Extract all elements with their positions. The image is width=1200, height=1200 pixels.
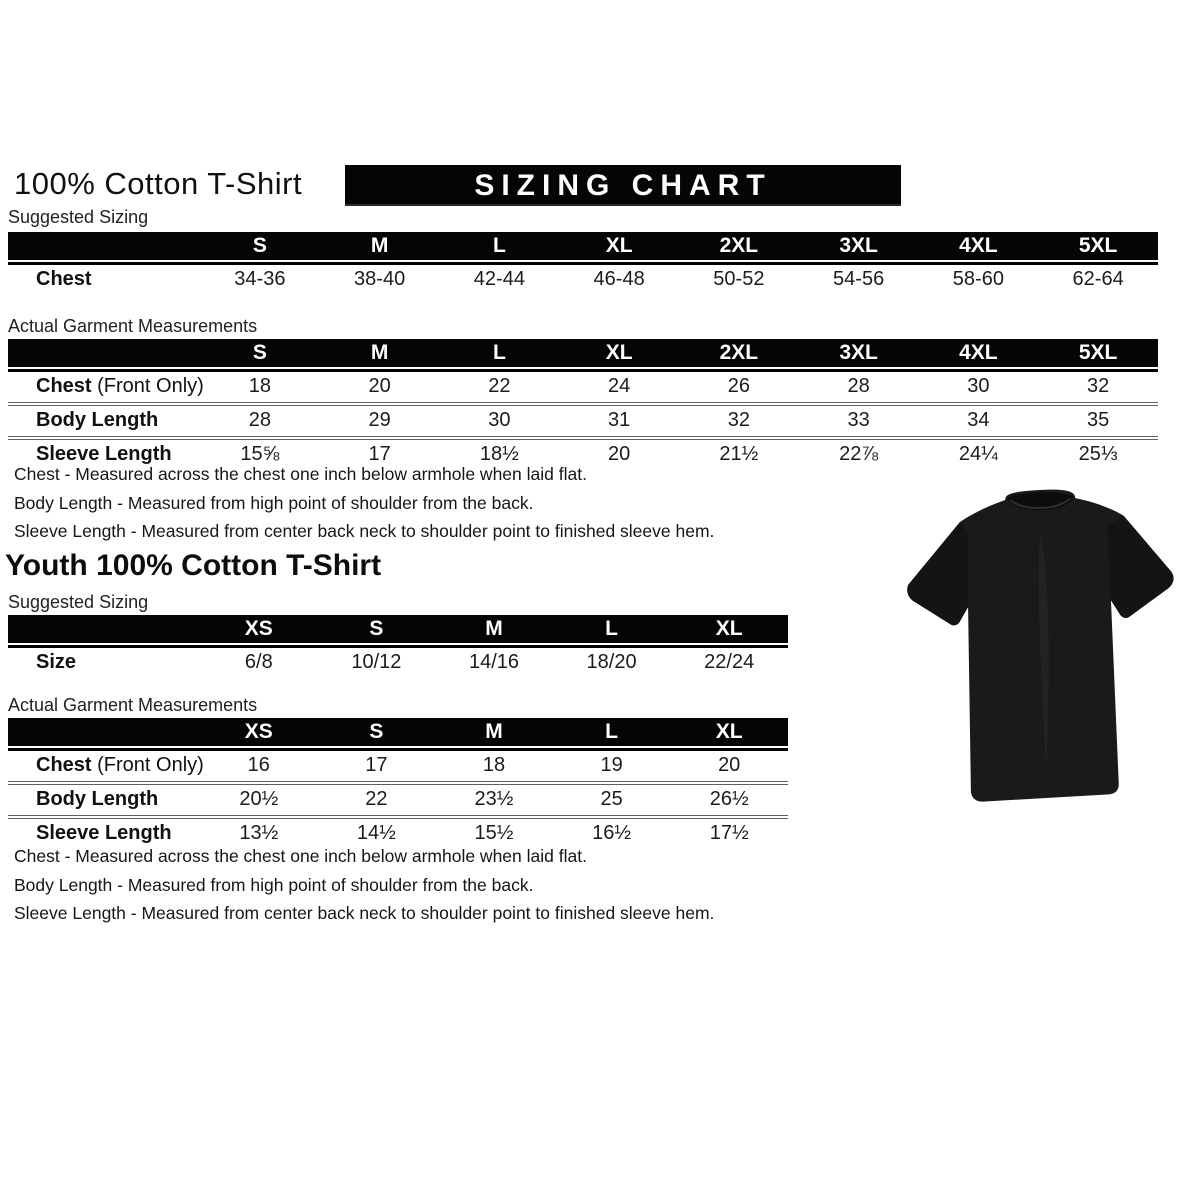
size-column-header: XL (670, 615, 788, 645)
note-line: Body Length - Measured from high point of shoulder from the back. (14, 874, 534, 895)
measurement-cell: 46-48 (559, 262, 679, 295)
row-label: Chest (8, 262, 200, 295)
adult-actual-measurements-table (8, 339, 1158, 470)
measurement-cell: 21½ (679, 436, 799, 470)
row-label: Body Length (8, 781, 200, 815)
size-column-header: M (435, 615, 553, 645)
measurement-cell: 6/8 (200, 645, 318, 678)
measurement-cell: 28 (799, 369, 919, 402)
size-column-header: 5XL (1038, 339, 1158, 369)
size-column-header: 3XL (799, 339, 919, 369)
table-row (8, 645, 788, 678)
measurement-cell: 10/12 (318, 645, 436, 678)
sizing-chart-banner: SIZING CHART (345, 165, 901, 206)
size-column-header: S (200, 339, 320, 369)
size-column-header: XL (559, 339, 679, 369)
adult-measurement-notes (14, 460, 714, 546)
row-label: Body Length (8, 402, 200, 436)
measurement-cell: 31 (559, 402, 679, 436)
measurement-cell: 25⅓ (1038, 436, 1158, 470)
size-table (8, 232, 1158, 295)
size-column-header: XL (559, 232, 679, 262)
measurement-cell: 25 (553, 781, 671, 815)
size-column-header: L (440, 232, 560, 262)
measurement-cell: 58-60 (919, 262, 1039, 295)
page-title: 100% Cotton T-Shirt (14, 166, 303, 201)
size-column-header: L (440, 339, 560, 369)
measurement-cell: 22/24 (670, 645, 788, 678)
measurement-cell: 28 (200, 402, 320, 436)
measurement-cell: 19 (553, 748, 671, 781)
note-line: Sleeve Length - Measured from center back neck to shoulder point to finished sleeve hem. (14, 903, 715, 923)
measurement-cell: 24¼ (919, 436, 1039, 470)
size-column-header: M (320, 339, 440, 369)
size-column-header: L (553, 718, 671, 748)
measurement-cell: 15⅝ (200, 436, 320, 470)
size-column-header: L (553, 615, 671, 645)
measurement-cell: 20 (670, 748, 788, 781)
table-row (8, 781, 788, 815)
table-row (8, 262, 1158, 295)
size-column-header: S (200, 232, 320, 262)
measurement-cell: 29 (320, 402, 440, 436)
measurement-cell: 30 (919, 369, 1039, 402)
measurement-cell: 30 (440, 402, 560, 436)
size-table (8, 718, 788, 849)
measurement-cell: 18/20 (553, 645, 671, 678)
measurement-cell: 17 (320, 436, 440, 470)
label-column-header (8, 232, 200, 262)
measurement-cell: 32 (1038, 369, 1158, 402)
measurement-cell: 34-36 (200, 262, 320, 295)
measurement-cell: 54-56 (799, 262, 919, 295)
size-column-header: S (318, 718, 436, 748)
size-column-header: M (320, 232, 440, 262)
size-column-header: XL (670, 718, 788, 748)
measurement-cell: 23½ (435, 781, 553, 815)
tshirt-right-sleeve-shade (1107, 515, 1175, 619)
measurement-cell: 26½ (670, 781, 788, 815)
row-label: Chest (Front Only) (8, 748, 200, 781)
size-column-header: XS (200, 718, 318, 748)
tshirt-left-sleeve-shade (906, 522, 971, 627)
note-line: Sleeve Length - Measured from center back neck to shoulder point to finished sleeve hem. (14, 521, 715, 541)
measurement-cell: 26 (679, 369, 799, 402)
measurement-cell: 22 (318, 781, 436, 815)
measurement-cell: 20 (559, 436, 679, 470)
measurement-cell: 17 (318, 748, 436, 781)
measurement-cell: 16½ (553, 815, 671, 849)
size-column-header: 2XL (679, 339, 799, 369)
note-line: Chest - Measured across the chest one inch below armhole when laid flat. (14, 846, 587, 866)
measurement-cell: 62-64 (1038, 262, 1158, 295)
size-table (8, 339, 1158, 470)
label-column-header (8, 718, 200, 748)
measurement-cell: 13½ (200, 815, 318, 849)
size-column-header: 3XL (799, 232, 919, 262)
row-label: Sleeve Length (8, 436, 200, 470)
measurement-cell: 18 (435, 748, 553, 781)
measurement-cell: 32 (679, 402, 799, 436)
measurement-cell: 16 (200, 748, 318, 781)
size-table (8, 615, 788, 678)
measurement-cell: 15½ (435, 815, 553, 849)
table-row (8, 402, 1158, 436)
adult-actual-measurements-label: Actual Garment Measurements (8, 316, 258, 336)
measurement-cell: 20 (320, 369, 440, 402)
row-label: Sleeve Length (8, 815, 200, 849)
table-row (8, 369, 1158, 402)
note-line: Body Length - Measured from high point of shoulder from the back. (14, 492, 534, 513)
measurement-cell: 24 (559, 369, 679, 402)
measurement-cell: 18½ (440, 436, 560, 470)
measurement-cell: 34 (919, 402, 1039, 436)
measurement-cell: 14½ (318, 815, 436, 849)
measurement-cell: 38-40 (320, 262, 440, 295)
measurement-cell: 20½ (200, 781, 318, 815)
youth-suggested-sizing-table (8, 615, 788, 678)
measurement-cell: 33 (799, 402, 919, 436)
youth-measurement-notes (14, 842, 714, 928)
youth-actual-measurements-label: Actual Garment Measurements (8, 695, 258, 715)
measurement-cell: 50-52 (679, 262, 799, 295)
table-row (8, 748, 788, 781)
label-column-header (8, 615, 200, 645)
size-column-header: XS (200, 615, 318, 645)
note-line: Chest - Measured across the chest one inch below armhole when laid flat. (14, 464, 587, 484)
row-label: Chest (Front Only) (8, 369, 200, 402)
size-column-header: M (435, 718, 553, 748)
size-column-header: 4XL (919, 339, 1039, 369)
size-column-header: 2XL (679, 232, 799, 262)
measurement-cell: 22 (440, 369, 560, 402)
measurement-cell: 22⅞ (799, 436, 919, 470)
adult-suggested-sizing-table (8, 232, 1158, 295)
tshirt-image (888, 462, 1197, 820)
measurement-cell: 35 (1038, 402, 1158, 436)
measurement-cell: 17½ (670, 815, 788, 849)
youth-suggested-sizing-label: Suggested Sizing (8, 592, 149, 612)
label-column-header (8, 339, 200, 369)
adult-suggested-sizing-label: Suggested Sizing (8, 207, 149, 227)
youth-section-title: Youth 100% Cotton T-Shirt (5, 549, 382, 582)
size-column-header: S (318, 615, 436, 645)
measurement-cell: 42-44 (440, 262, 560, 295)
size-column-header: 4XL (919, 232, 1039, 262)
size-column-header: 5XL (1038, 232, 1158, 262)
row-label: Size (8, 645, 200, 678)
measurement-cell: 18 (200, 369, 320, 402)
measurement-cell: 14/16 (435, 645, 553, 678)
youth-actual-measurements-table (8, 718, 788, 849)
